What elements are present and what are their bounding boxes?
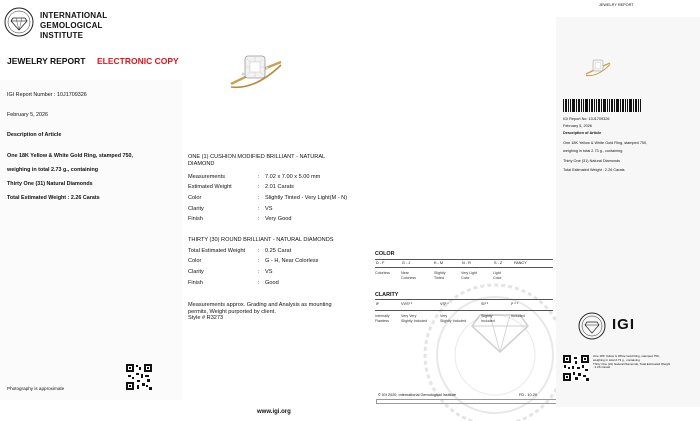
electronic-copy-label: ELECTRONIC COPY [97,56,179,66]
description-line-2: weighing in total 2.73 g., containing [7,167,99,173]
color-desc-line: Slightly [434,271,446,275]
clarity-desc [375,314,390,323]
color-desc [434,271,446,280]
measurements-value: 7.02 x 7.00 x 5.00 mm [265,174,321,180]
clarity-desc [481,314,495,323]
form-code: FD - 10.20 [519,393,537,397]
colon: : [258,195,260,201]
color-desc-line: Light [493,271,501,275]
security-strip [376,399,558,404]
clarity-grade: VS¹ ² [440,302,449,306]
report-date: February 5, 2026 [7,112,49,118]
color-grade: G - J [402,261,411,265]
color-desc [493,271,502,280]
colon: : [258,206,260,212]
clarity-desc-line: Slightly Included [401,318,428,323]
clarity-grade: VVS¹ ² [401,302,413,306]
right-description-heading: Description of Article [563,131,602,135]
color-desc-line: Color [461,275,470,280]
right-description-line-3: Thirty One (31) Natural Diamonds [563,159,620,163]
institute-line-1: INTERNATIONAL [40,11,108,20]
left-panel [0,80,182,400]
colon: : [258,248,260,254]
center-stone-heading-line-1: ONE (1) CUSHION MODIFIED BRILLIANT - NATURAL [188,154,326,160]
center-stone-heading-line-2: DIAMOND [188,161,215,167]
clarity-desc-line: Very Very [401,314,417,318]
right-date: February 5, 2026 [563,124,592,128]
color-scale-divider [375,259,553,260]
comments-line-1: Measurements approx. Grading and Analysis as mounting [188,302,332,308]
clarity-desc-line: Slightly [481,314,493,318]
color-desc [461,271,477,280]
qr-code-icon [126,364,152,390]
igi-logo-icon [578,312,606,340]
color-grade: D - F [376,261,385,265]
website-link[interactable]: www.igi.org [257,409,291,415]
description-heading: Description of Article [7,132,62,138]
side-stones-heading: THIRTY (30) ROUND BRILLIANT - NATURAL DIAMONDS [188,237,334,243]
side-finish-value: Good [265,280,279,286]
institute-line-2: GEMOLOGICAL [40,21,103,30]
color-desc [375,271,390,276]
clarity-scale-divider [375,299,553,300]
finish-label: Finish [188,216,203,222]
ring-thumbnail [584,55,612,79]
institute-name [40,11,107,41]
clarity-desc [440,314,466,323]
color-grade: FANCY [514,261,527,265]
qr-code-icon [563,355,589,381]
color-scale-divider [375,267,553,268]
institute-line-3: INSTITUTE [40,31,84,40]
description-line-4: Total Estimated Weight : 2.26 Carats [7,195,100,201]
color-desc-line: Colorless [401,275,416,280]
color-desc [401,271,416,280]
report-number: IGI Report Number : 10J1709326 [7,92,87,98]
copyright: © IGI 2020, International Gemological Institute [378,393,456,397]
clarity-desc [511,314,525,319]
right-panel [556,17,700,407]
right-summary-line-1: One 18K Yellow & White Gold Ring, stamped 750, [593,354,660,358]
estimated-weight-value: 2.01 Carats [265,184,294,190]
ring-photo [225,44,285,96]
measurements-label: Measurements [188,174,225,180]
clarity-grade: I¹ ² ³ [511,302,518,306]
igi-logo-text: IGI [612,316,636,333]
clarity-desc-line: Included [511,314,525,318]
finish-value: Very Good [265,216,292,222]
description-line-1: One 18K Yellow & White Gold Ring, stamped 750, [7,153,134,159]
total-weight-label: Total Estimated Weight [188,248,246,254]
color-desc-line: Very Light [461,271,477,275]
color-desc-line: Near [401,271,409,275]
color-label: Color [188,195,202,201]
colon: : [258,174,260,180]
clarity-desc-line: Included [481,318,495,323]
colon: : [258,258,260,264]
colon: : [258,216,260,222]
side-finish-label: Finish [188,280,203,286]
clarity-value: VS [265,206,273,212]
color-grade: S - Z [494,261,503,265]
side-clarity-label: Clarity [188,269,204,275]
report-title: JEWELRY REPORT [7,56,86,66]
comments-line-3: Style # R3273 [188,315,224,321]
side-color-value: G - H, Near Colorless [265,258,319,264]
clarity-desc-line: Slightly Included [440,318,467,323]
clarity-desc-line: Flawless [375,318,389,323]
right-report-number: IGI Report No: 10J1709326 [563,117,610,121]
color-scale-heading: COLOR [375,251,395,257]
clarity-desc-line: Internally [375,314,390,318]
color-desc-line: Color [493,275,502,280]
clarity-grade: SI¹ ² [481,302,489,306]
center-stone-heading [188,154,325,168]
right-description-line-2: weighing in total 2.73 g., containing [563,149,623,153]
color-desc-line: Tinted [434,275,444,280]
estimated-weight-label: Estimated Weight [188,184,232,190]
right-summary-line-3: Thirty One (31) Natural Diamonds, Total Estimated Weight [593,361,671,366]
color-value: Slightly Tinted - Very Light(M - N) [265,195,348,201]
color-desc-line: Colorless [375,271,390,275]
side-clarity-value: VS [265,269,273,275]
clarity-desc [401,314,427,323]
clarity-scale-heading: CLARITY [375,292,399,298]
colon: : [258,280,260,286]
comments [188,302,332,322]
right-summary-line-2: weighing in total 2.73 g., containing [593,357,640,362]
clarity-desc-line: Very [440,314,448,318]
total-weight-value: 0.25 Carat [265,248,292,254]
side-color-label: Color [188,258,202,264]
comments-line-2: permits, Weight purported by client. [188,308,276,315]
description-line-3: Thirty One (31) Natural Diamonds [7,181,93,187]
barcode-icon [563,99,641,112]
right-summary-line-4: : 2.26 Carats [593,365,611,370]
right-summary [593,355,697,370]
color-grade: N - R [462,261,471,265]
colon: : [258,269,260,275]
photo-note: Photography is approximate [7,386,65,391]
igi-seal-icon [4,7,34,37]
colon: : [258,184,260,190]
right-description-line-1: One 18K Yellow & White Gold Ring, stamped 750, [563,141,648,145]
color-grade: K - M [434,261,444,265]
clarity-label: Clarity [188,206,204,212]
clarity-grade: IF [376,302,380,306]
clarity-scale-divider [375,310,553,311]
right-description-line-4: Total Estimated Weight : 2.26 Carats [563,168,625,172]
right-report-title: JEWELRY REPORT [599,3,634,7]
